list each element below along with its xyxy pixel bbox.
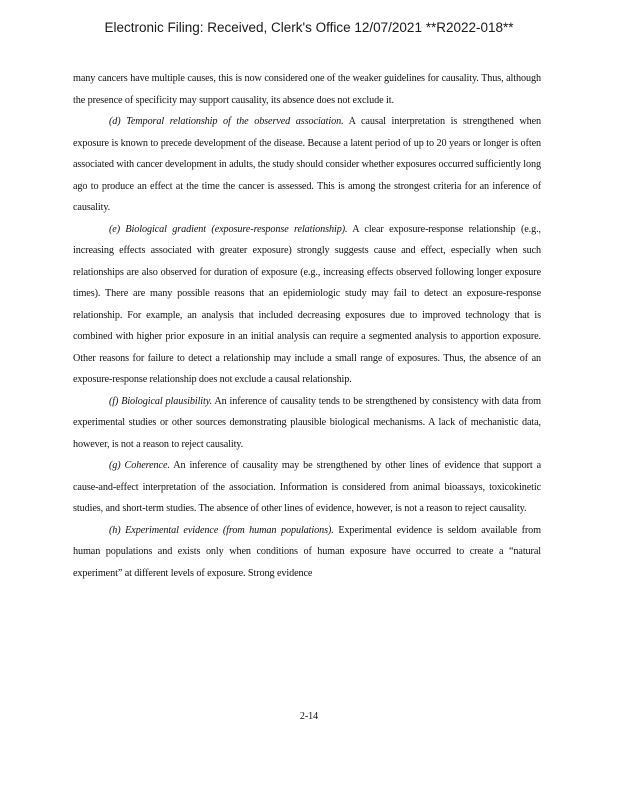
section-heading: (g) Coherence. bbox=[109, 460, 170, 471]
paragraph-text: An inference of causality may be strengthened by other lines of evidence that support a cause-and-effect interpretation of the association. Information is considered from animal bioassays, toxicokinetic studies, and short-term studies. The absence of other lines of evidence, however, is not a reason to reject causality. bbox=[73, 460, 541, 514]
paragraph-text: many cancers have multiple causes, this is now considered one of the weaker guidelines for causality. Thus, although the presence of specificity may support causality, its absence does not exclude it. bbox=[73, 73, 541, 106]
filing-header: Electronic Filing: Received, Clerk's Office 12/07/2021 **R2022-018** bbox=[104, 20, 514, 35]
paragraph-temporal-relationship bbox=[73, 111, 541, 219]
section-heading: (e) Biological gradient (exposure-response relationship). bbox=[109, 223, 348, 235]
section-heading: (f) Biological plausibility. bbox=[109, 395, 213, 407]
paragraph-experimental-evidence bbox=[73, 520, 541, 585]
paragraph-biological-plausibility bbox=[73, 391, 541, 456]
paragraph-specificity-continuation bbox=[73, 68, 541, 111]
paragraph-text: Experimental evidence is seldom available from human populations and exists only when conditions of human exposure have occurred to create a “natural experiment” at different levels of exposure. Strong evidence bbox=[73, 524, 541, 579]
paragraph-coherence bbox=[73, 455, 541, 520]
section-heading: (h) Experimental evidence (from human populations). bbox=[109, 524, 334, 536]
paragraph-text: A clear exposure-response relationship (e.g., increasing effects associated with greater exposure) strongly suggests cause and effect, especially when such relationships are also observed for duration of exposure (e.g., increasing effects observed following longer exposure times). There are many possible reasons that an epidemiologic study may fail to detect an exposure-response relationship. For example, an analysis that included decreasing exposures due to improved technology that is combined with higher prior exposure in an initial analysis can require a segmented analysis to apportion exposure. Other reasons for failure to detect a relationship may include a small range of exposures. Thus, the absence of an exposure-response relationship does not exclude a causal relationship. bbox=[73, 223, 541, 385]
section-heading: (d) Temporal relationship of the observed association. bbox=[109, 116, 344, 127]
page-number: 2-14 bbox=[299, 711, 319, 722]
document-body bbox=[73, 68, 541, 584]
paragraph-text: An inference of causality tends to be strengthened by consistency with data from experimental studies or other sources demonstrating plausible biological mechanisms. A lack of mechanistic data, however, is not a reason to reject causality. bbox=[73, 395, 541, 450]
paragraph-biological-gradient bbox=[73, 219, 541, 391]
paragraph-text: A causal interpretation is strengthened when exposure is known to precede development of the disease. Because a latent period of up to 20 years or longer is often associated with cancer development in adults, the study should consider whether exposures occurred sufficiently long ago to produce an effect at the time the cancer is assessed. This is among the strongest criteria for an inference of causality. bbox=[73, 116, 541, 213]
